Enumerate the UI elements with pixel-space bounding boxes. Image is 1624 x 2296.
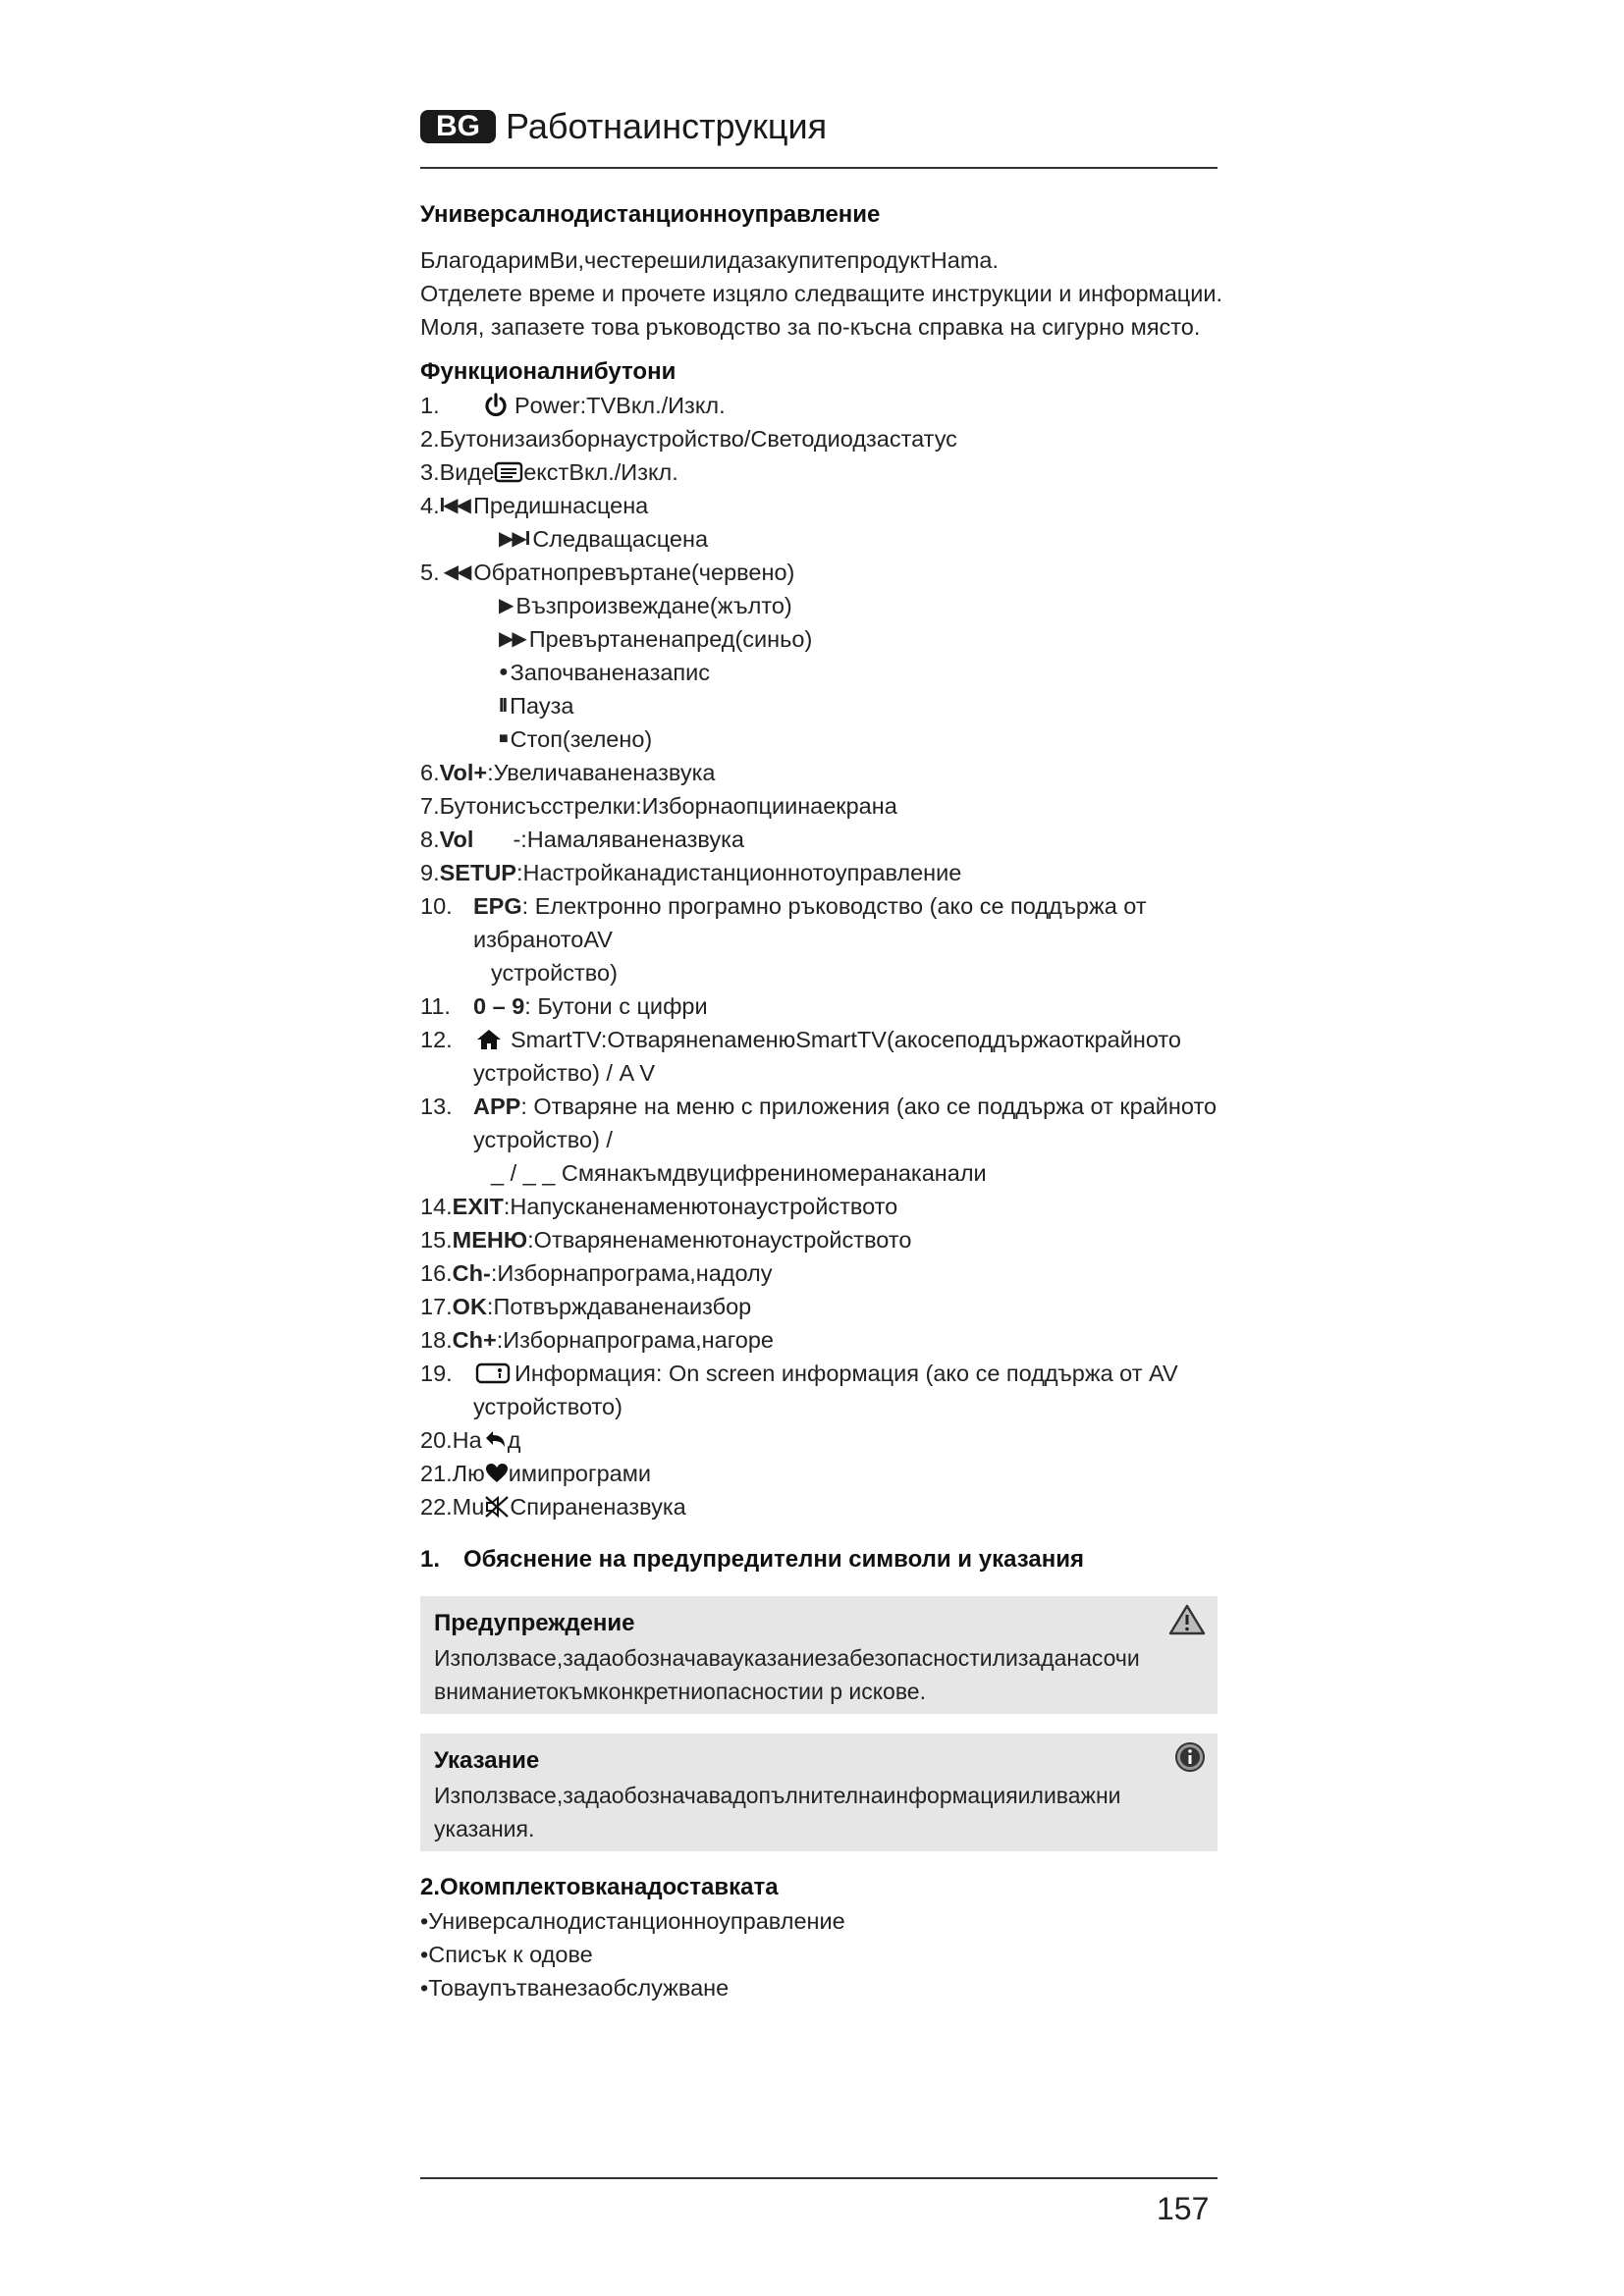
power-icon	[483, 393, 509, 418]
item-text: :Напусканенаменютонаустройството	[503, 1194, 898, 1219]
warning-text: Използвасе,задаобозначавауказаниезабезопасностилизаданасочи	[434, 1645, 1140, 1671]
page-header	[420, 106, 827, 147]
intro-line: Моля, запазете това ръководство за по-късна справка на сигурно място.	[420, 314, 1201, 340]
note-title: Указание	[434, 1747, 540, 1774]
list-item	[420, 1223, 1225, 1256]
item-text: 22.Mu	[420, 1494, 485, 1520]
footer-divider	[420, 2177, 1218, 2179]
item-text: Пауза	[510, 693, 574, 719]
item-text: Започваненазапис	[510, 660, 711, 685]
item-number: 1.	[420, 393, 440, 418]
section-number: 1.	[420, 1546, 441, 1573]
list-item-continuation	[420, 1390, 1225, 1423]
item-text: Power:TVВкл./Изкл.	[514, 393, 726, 418]
list-item-continuation	[420, 923, 1225, 956]
list-item	[420, 389, 1225, 422]
item-text: д	[507, 1427, 521, 1453]
warning-box	[420, 1596, 1218, 1714]
list-item	[420, 1423, 1225, 1457]
item-text: 7.Бутонисъсстрелки:Изборнаопциинаекрана	[420, 793, 897, 819]
list-item	[420, 589, 1225, 622]
list-item	[420, 656, 1225, 689]
item-key: SETUP	[439, 860, 516, 885]
note-text: указания.	[434, 1816, 535, 1842]
item-number: 6.	[420, 760, 440, 785]
item-key: Ch-	[452, 1260, 491, 1286]
fast-forward-icon: ▶▶	[499, 628, 525, 650]
item-text: :Настройканадистанционнотоуправление	[515, 860, 962, 885]
warning-title: Предупреждение	[434, 1610, 635, 1636]
item-text: устройство)	[491, 960, 618, 986]
list-item	[420, 522, 1225, 556]
home-icon	[475, 1028, 503, 1051]
item-number: 12.	[420, 1027, 453, 1052]
item-text: : Бутони с цифри	[524, 993, 708, 1019]
stop-icon: ■	[499, 730, 507, 747]
list-item	[420, 489, 1225, 522]
item-number: 4.	[420, 493, 440, 518]
note-box	[420, 1734, 1218, 1851]
list-item	[420, 722, 1225, 756]
item-text: Информация: On screen информация (ако се поддържа от AV	[514, 1361, 1178, 1386]
header-divider	[420, 167, 1218, 169]
item-text: :Изборнапрограма,нагоре	[496, 1327, 774, 1353]
item-key: OK	[452, 1294, 487, 1319]
item-text: устройството)	[473, 1394, 623, 1419]
item-number: 10.	[420, 893, 453, 919]
list-item	[420, 1256, 1225, 1290]
item-key: Vol	[439, 827, 474, 852]
package-item: •Товаупътванезаобслужване	[420, 1975, 730, 2001]
record-icon: ●	[499, 664, 507, 680]
favorite-heart-icon	[485, 1463, 509, 1484]
list-item-continuation	[420, 1123, 1225, 1156]
item-key: EXIT	[452, 1194, 504, 1219]
mute-icon	[484, 1495, 510, 1519]
info-circle-icon	[1174, 1741, 1206, 1782]
item-text: SmartTV:ОтварянenaменюSmartTV(акосеподдържаоткрайното	[511, 1027, 1181, 1052]
list-item-continuation	[420, 956, 1225, 989]
item-text: Стоп(зелено)	[510, 726, 653, 752]
list-item	[420, 1323, 1225, 1357]
list-item	[420, 689, 1225, 722]
list-item	[420, 1457, 1225, 1490]
list-item	[420, 989, 1225, 1023]
item-number: 8.	[420, 827, 440, 852]
item-text: Спиранeнaзвука	[510, 1494, 686, 1520]
item-text: _ / _ _ Смянакъмдвуцифрениномеранаканали	[491, 1160, 987, 1186]
item-number: 16.	[420, 1260, 453, 1286]
item-text: :Изборнапрограма,надолу	[490, 1260, 773, 1286]
list-item	[420, 856, 1225, 889]
item-text: устройство) / A V	[473, 1060, 656, 1086]
item-text: -:Намаляваненазвука	[513, 827, 744, 852]
teletext-icon	[494, 460, 523, 484]
list-item	[420, 1490, 1225, 1523]
function-buttons-heading: Функционалнибутони	[420, 358, 677, 385]
play-icon: ▶	[499, 595, 513, 616]
next-icon: ▶▶I	[499, 528, 529, 550]
list-item-continuation	[420, 1056, 1225, 1090]
list-item	[420, 789, 1225, 823]
item-number: 14.	[420, 1194, 453, 1219]
item-key: EPG	[473, 893, 522, 919]
section-1-heading	[420, 1543, 1225, 1576]
item-text: 2.Бутонизаизборнаустройство/Светодиодзастатус	[420, 426, 957, 452]
document-title: Универсалнодистанционноуправление	[420, 201, 881, 228]
item-key: 0 – 9	[473, 993, 525, 1019]
info-screen-icon	[475, 1362, 511, 1385]
section-2-heading: 2.Окомплектовканадоставката	[420, 1874, 779, 1900]
list-item	[420, 455, 1225, 489]
item-text: Превъртаненапред(синьо)	[528, 626, 813, 652]
list-item	[420, 1290, 1225, 1323]
back-icon	[482, 1428, 508, 1452]
list-item	[420, 1023, 1225, 1056]
item-number: 9.	[420, 860, 440, 885]
list-item	[420, 622, 1225, 656]
item-number: 17.	[420, 1294, 453, 1319]
item-number: 15.	[420, 1227, 453, 1253]
item-text: 3.Виде	[420, 459, 495, 485]
item-text: избранотоAV	[473, 927, 613, 952]
list-item	[420, 1090, 1225, 1123]
item-number: 18.	[420, 1327, 453, 1353]
intro-line: Отделете време и прочете изцяло следващите инструкции и информации.	[420, 281, 1223, 306]
content	[420, 198, 1225, 2004]
package-item: •Списък к одове	[420, 1942, 593, 1967]
note-text: Използвасе,задаобозначавадопълнителнаинформацияиливажни	[434, 1783, 1121, 1808]
pause-icon: II	[499, 695, 507, 717]
item-text: имипрограми	[508, 1461, 651, 1486]
item-text: Следващасцена	[532, 526, 709, 552]
item-text: :Отварянeнаменютонаустройството	[527, 1227, 912, 1253]
list-item	[420, 756, 1225, 789]
item-number: 5.	[420, 560, 440, 585]
item-key: МЕНЮ	[452, 1227, 528, 1253]
intro-line: БлагодаримВи,честерешилидазакупитепродуктHama.	[420, 247, 1000, 273]
item-text: 20.На	[420, 1427, 482, 1453]
item-text: : Отваряне на меню с приложения (ако се поддържа от крайното	[520, 1094, 1218, 1119]
item-text: Възпроизвеждане(жълто)	[515, 593, 792, 618]
item-text: устройство) /	[473, 1127, 613, 1152]
section-title: Обяснение на предупредителни символи и указания	[463, 1546, 1084, 1573]
package-item: •Универсалнодистанционноуправление	[420, 1908, 845, 1934]
item-number: 19.	[420, 1361, 453, 1386]
item-key: APP	[473, 1094, 521, 1119]
item-text: :Потвърждаваненаизбор	[486, 1294, 752, 1319]
item-text: екстВкл./Изкл.	[523, 459, 678, 485]
item-number: 13.	[420, 1094, 453, 1119]
item-key: Vol+	[439, 760, 488, 785]
item-key: Ch+	[452, 1327, 497, 1353]
item-text: Обратнопревъртане(червено)	[473, 560, 795, 585]
previous-icon: I◀◀	[439, 495, 469, 516]
item-text: : Електронно програмно ръководство (ако се поддържа от	[521, 893, 1147, 919]
list-item	[420, 422, 1225, 455]
list-item-continuation	[420, 1156, 1225, 1190]
list-item	[420, 823, 1225, 856]
warning-triangle-icon	[1168, 1604, 1206, 1644]
item-text: :Увеличаваненазвука	[487, 760, 716, 785]
item-number: 11.	[420, 993, 451, 1019]
page-number: 157	[1157, 2191, 1210, 2226]
list-item	[420, 1190, 1225, 1223]
warning-text: вниманиетокъмконкретниопасностии р искове.	[434, 1679, 926, 1704]
header-title: Работнаинструкция	[506, 106, 828, 146]
list-item	[420, 1357, 1225, 1390]
list-item	[420, 889, 1225, 923]
list-item	[420, 556, 1225, 589]
item-text: 21.Лю	[420, 1461, 485, 1486]
language-badge: BG	[420, 110, 496, 143]
item-text: Предишнасцена	[472, 493, 649, 518]
rewind-icon: ◀◀	[443, 561, 470, 583]
